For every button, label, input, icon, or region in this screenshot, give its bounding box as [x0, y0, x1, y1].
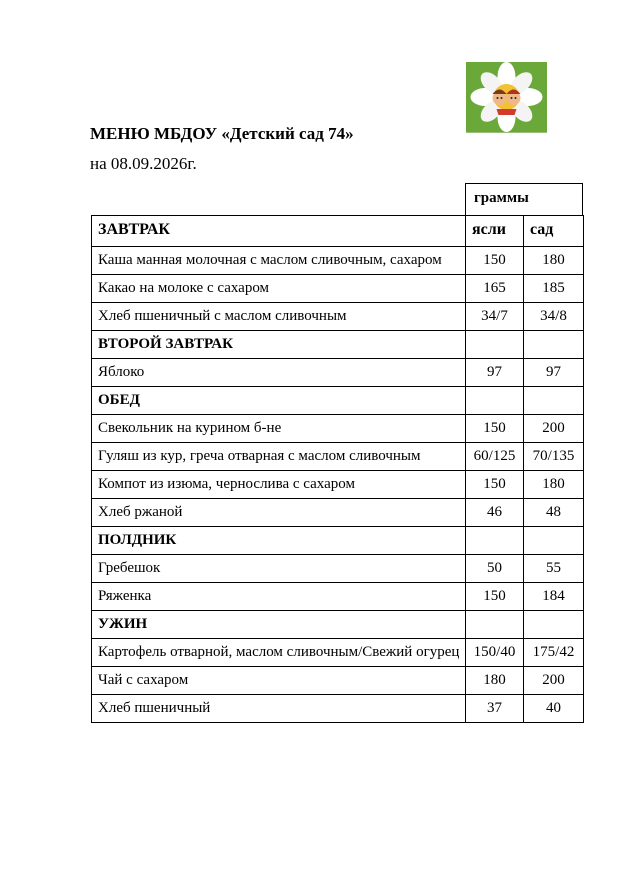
grams-yasli: 50 [466, 555, 524, 583]
section-row [92, 331, 584, 359]
column-header-yasli: ясли [466, 216, 524, 247]
grams-sad: 40 [524, 695, 584, 723]
empty-cell [524, 331, 584, 359]
section-row [92, 387, 584, 415]
grams-yasli: 150 [466, 471, 524, 499]
grams-yasli: 60/125 [466, 443, 524, 471]
menu-item-row [92, 275, 584, 303]
dish-name: Яблоко [92, 359, 466, 387]
table-header-row [92, 216, 584, 247]
section-title: УЖИН [92, 611, 466, 639]
menu-item-row [92, 443, 584, 471]
section-title: ОБЕД [92, 387, 466, 415]
grams-yasli: 46 [466, 499, 524, 527]
dish-name: Гребешок [92, 555, 466, 583]
empty-cell [466, 611, 524, 639]
grams-yasli: 37 [466, 695, 524, 723]
grams-sad: 34/8 [524, 303, 584, 331]
dish-name: Хлеб пшеничный с маслом сливочным [92, 303, 466, 331]
dish-name: Чай с сахаром [92, 667, 466, 695]
dish-name: Свекольник на курином б-не [92, 415, 466, 443]
menu-item-row [92, 583, 584, 611]
grams-sad: 175/42 [524, 639, 584, 667]
grams-header: граммы [465, 183, 583, 216]
empty-cell [524, 611, 584, 639]
empty-cell [524, 527, 584, 555]
grams-yasli: 150 [466, 415, 524, 443]
section-title: ВТОРОЙ ЗАВТРАК [92, 331, 466, 359]
grams-yasli: 97 [466, 359, 524, 387]
dish-name: Картофель отварной, маслом сливочным/Свежий огурец [92, 639, 466, 667]
grams-sad: 97 [524, 359, 584, 387]
menu-item-row [92, 695, 584, 723]
menu-item-row [92, 499, 584, 527]
grams-yasli: 180 [466, 667, 524, 695]
grams-sad: 70/135 [524, 443, 584, 471]
grams-yasli: 150 [466, 247, 524, 275]
dish-name: Гуляш из кур, греча отварная с маслом сливочным [92, 443, 466, 471]
section-row [92, 527, 584, 555]
grams-yasli: 34/7 [466, 303, 524, 331]
page-title: МЕНЮ МБДОУ «Детский сад 74» [90, 124, 354, 143]
empty-cell [466, 527, 524, 555]
grams-yasli: 165 [466, 275, 524, 303]
menu-item-row [92, 639, 584, 667]
grams-yasli: 150/40 [466, 639, 524, 667]
menu-table [91, 215, 584, 723]
empty-cell [524, 387, 584, 415]
menu-item-row [92, 415, 584, 443]
grams-sad: 200 [524, 415, 584, 443]
section-breakfast: ЗАВТРАК [92, 216, 466, 247]
grams-sad: 55 [524, 555, 584, 583]
kindergarten-logo [466, 62, 547, 133]
menu-item-row [92, 359, 584, 387]
dish-name: Компот из изюма, чернослива с сахаром [92, 471, 466, 499]
section-title: ПОЛДНИК [92, 527, 466, 555]
column-header-sad: сад [524, 216, 584, 247]
grams-yasli: 150 [466, 583, 524, 611]
dish-name: Хлеб пшеничный [92, 695, 466, 723]
empty-cell [466, 387, 524, 415]
dish-name: Ряженка [92, 583, 466, 611]
menu-item-row [92, 471, 584, 499]
menu-item-row [92, 667, 584, 695]
menu-item-row [92, 247, 584, 275]
dish-name: Какао на молоке с сахаром [92, 275, 466, 303]
grams-sad: 200 [524, 667, 584, 695]
menu-item-row [92, 303, 584, 331]
grams-sad: 185 [524, 275, 584, 303]
section-row [92, 611, 584, 639]
grams-sad: 180 [524, 471, 584, 499]
grams-sad: 184 [524, 583, 584, 611]
flower-children-logo-icon [466, 62, 547, 132]
menu-item-row [92, 555, 584, 583]
dish-name: Каша манная молочная с маслом сливочным, сахаром [92, 247, 466, 275]
grams-sad: 48 [524, 499, 584, 527]
menu-date: на 08.09.2026г. [90, 154, 197, 173]
grams-sad: 180 [524, 247, 584, 275]
dish-name: Хлеб ржаной [92, 499, 466, 527]
empty-cell [466, 331, 524, 359]
